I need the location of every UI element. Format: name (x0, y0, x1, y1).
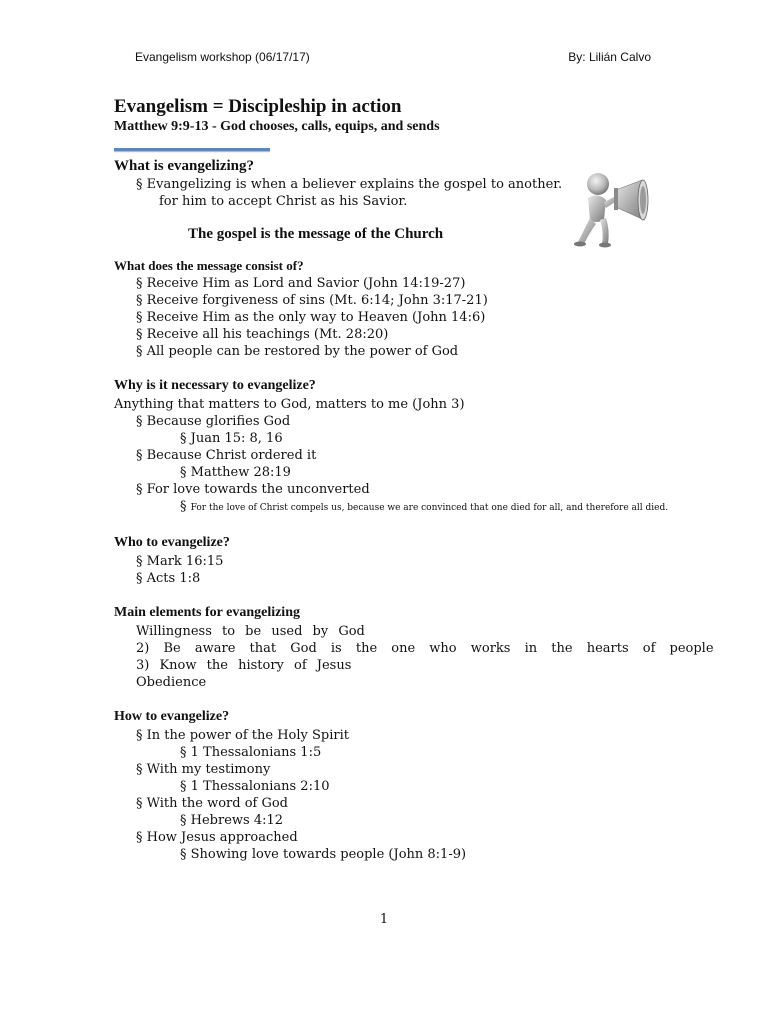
list-item: § Receive Him as Lord and Savior (John 14:19-27) (136, 276, 466, 291)
list-subitem: § Juan 15: 8, 16 (180, 431, 283, 446)
document-subtitle: Matthew 9:9-13 - God chooses, calls, equips, and sends (114, 119, 440, 134)
list-item: 2) Be aware that God is the one who works in the hearts of people (136, 641, 714, 656)
list-item: § For love towards the unconverted (136, 482, 370, 497)
list-item: § Mark 16:15 (136, 554, 224, 569)
quote-text: For the love of Christ compels us, because we are convinced that one died for all, and therefore all died. (190, 503, 669, 513)
heading-main-elements: Main elements for evangelizing (114, 605, 300, 620)
gospel-title: The gospel is the message of the Church (188, 226, 444, 242)
bullet-mark: § (180, 499, 187, 514)
definition-line-1: § Evangelizing is when a believer explains the gospel to another. (136, 177, 563, 192)
list-item: § Receive forgiveness of sins (Mt. 6:14; John 3:17-21) (136, 293, 488, 308)
document-title: Evangelism = Discipleship in action (114, 96, 402, 117)
heading-how-to-evangelize: How to evangelize? (114, 709, 230, 724)
list-subitem: § 1 Thessalonians 1:5 (180, 745, 322, 760)
heading-message-consists: What does the message consist of? (114, 258, 304, 273)
list-subitem: § 1 Thessalonians 2:10 (180, 779, 330, 794)
list-item: § Because glorifies God (136, 414, 291, 429)
list-item: § Receive all his teachings (Mt. 28:20) (136, 327, 389, 342)
list-item: § With my testimony (136, 762, 271, 777)
list-subitem: § Showing love towards people (John 8:1-9) (180, 847, 467, 862)
list-item: § All people can be restored by the power of God (136, 344, 459, 359)
list-item: § Receive Him as the only way to Heaven (John 14:6) (136, 310, 486, 325)
list-item: § How Jesus approached (136, 830, 298, 845)
list-item: Obedience (136, 675, 207, 690)
title-divider (114, 148, 270, 151)
header-right: By: Lilián Calvo (568, 50, 651, 64)
list-item: § Because Christ ordered it (136, 448, 317, 463)
list-subitem: § Hebrews 4:12 (180, 813, 284, 828)
list-subitem: § Matthew 28:19 (180, 465, 291, 480)
list-item: § With the word of God (136, 796, 289, 811)
list-item: § In the power of the Holy Spirit (136, 728, 349, 743)
heading-why-evangelize: Why is it necessary to evangelize? (114, 378, 316, 393)
heading-what-is-evangelizing: What is evangelizing? (114, 158, 255, 174)
heading-who-to-evangelize: Who to evangelize? (114, 535, 230, 550)
list-item: Willingness to be used by God (136, 624, 365, 639)
why-intro: Anything that matters to God, matters to me (John 3) (114, 397, 465, 412)
header-left: Evangelism workshop (06/17/17) (135, 50, 310, 64)
page-number: 1 (379, 912, 389, 927)
list-item: § Acts 1:8 (136, 571, 201, 586)
list-item: 3) Know the history of Jesus (136, 658, 352, 673)
list-subitem (114, 498, 669, 517)
definition-line-2: for him to accept Christ as his Savior. (159, 194, 408, 209)
